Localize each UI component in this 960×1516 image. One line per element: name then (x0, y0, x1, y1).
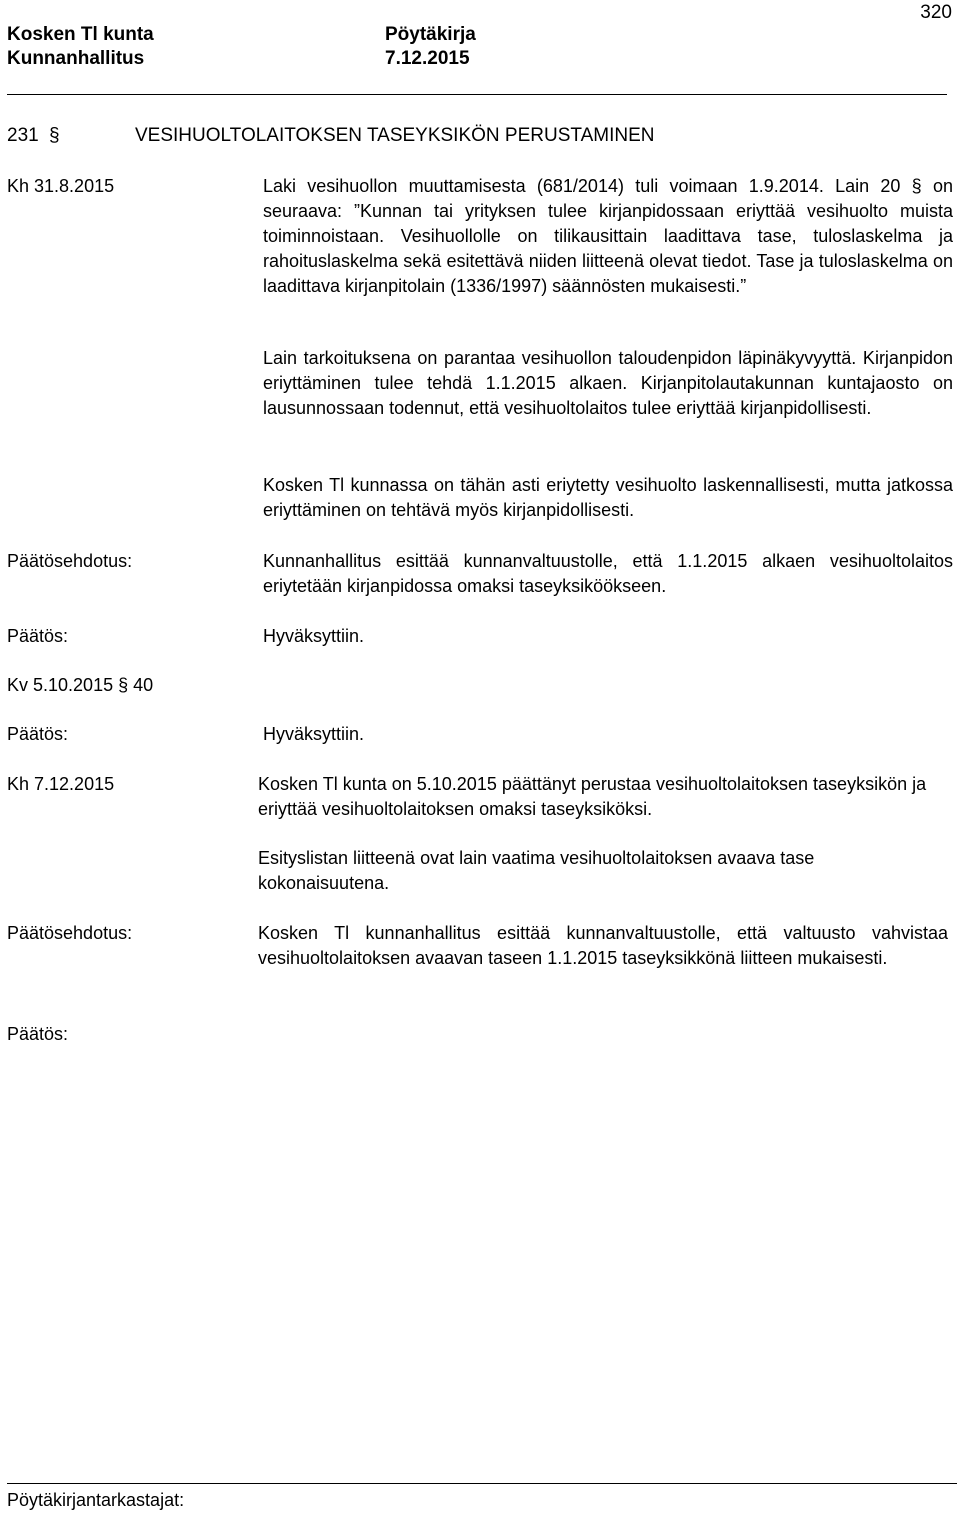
header-date: 7.12.2015 (385, 48, 470, 69)
section-symbol-inline: § (118, 675, 129, 695)
footer-rule (7, 1483, 957, 1484)
header-body: Kunnanhallitus (7, 48, 145, 69)
kh1-p1-part2: on seuraava: ”Kunnan tai yrityksen tulee kirjanpidossaan eriyttää vesihuolto muista toiminnoistaan. Vesihuollolle on tilikausittain laadittava tase, tuloslaskelma ja rahoituslaskelma sekä esitettävä niiden liitteenä olevat tiedot. Tase ja tuloslaskelma on laadittava kirjanpitolain (1336/1997) säännösten mukaisesti.” (263, 176, 953, 296)
header-doc-type: Pöytäkirja (385, 24, 476, 45)
kh2-label: Kh 7.12.2015 (7, 774, 115, 794)
kv-label (7, 673, 153, 698)
header-organization: Kosken Tl kunta (7, 24, 154, 45)
kh1-p1-part1: Laki vesihuollon muuttamisesta (681/2014) tuli voimaan 1.9.2014. Lain 20 (263, 176, 901, 196)
kh2-decision-label: Päätös: (7, 1024, 69, 1044)
kh1-proposal-text: Kunnanhallitus esittää kunnanvaltuustolle, että 1.1.2015 alkaen vesihuoltolaitos eriytetään kirjanpidossa omaksi taseyksiköökseen. (263, 551, 953, 596)
section-number: 231 (7, 125, 39, 146)
kh1-paragraph-1 (263, 174, 953, 299)
kh2-proposal-label: Päätösehdotus: (7, 923, 133, 943)
kh2-proposal-text: Kosken Tl kunnanhallitus esittää kunnanvaltuustolle, että valtuusto vahvistaa vesihuoltolaitoksen avaavan taseen 1.1.2015 taseyksikkönä liitteen mukaisesti. (258, 923, 948, 968)
kh1-paragraph-2: Lain tarkoituksena on parantaa vesihuollon taloudenpidon läpinäkyvyyttä. Kirjanpidon eriyttäminen tulee tehdä 1.1.2015 alkaen. Kirjanpitolautakunnan kuntajaosto on lausunnossaan todennut, että vesihuoltolaitos tulee eriyttää kirjanpidollisesti. (263, 348, 953, 418)
kv-decision-label: Päätös: (7, 724, 69, 744)
kh1-decision-text: Hyväksyttiin. (263, 626, 365, 646)
footer-label: Pöytäkirjantarkastajat: (7, 1490, 185, 1510)
kh1-decision-label: Päätös: (7, 626, 69, 646)
kv-label-date: Kv 5.10.2015 (7, 675, 114, 695)
section-symbol-inline: § (911, 176, 922, 196)
kh2-paragraph-2: Esityslistan liitteenä ovat lain vaatima vesihuoltolaitoksen avaava tase kokonaisuutena. (258, 848, 815, 893)
header-rule (7, 94, 947, 95)
kh1-label: Kh 31.8.2015 (7, 176, 115, 196)
kh1-proposal-label: Päätösehdotus: (7, 551, 133, 571)
section-title: VESIHUOLTOLAITOKSEN TASEYKSIKÖN PERUSTAMINEN (135, 125, 655, 146)
kh2-paragraph-1: Kosken Tl kunta on 5.10.2015 päättänyt perustaa vesihuoltolaitoksen taseyksikön ja eriyttää vesihuoltolaitoksen omaksi taseyksiköksi. (258, 774, 927, 819)
kv-label-number: 40 (133, 675, 154, 695)
kv-decision-text: Hyväksyttiin. (263, 724, 365, 744)
section-symbol: § (49, 125, 60, 146)
page-number: 320 (920, 2, 952, 23)
kh1-paragraph-3: Kosken Tl kunnassa on tähän asti eriytetty vesihuolto laskennallisesti, mutta jatkossa eriyttäminen on tehtävä myös kirjanpidollisesti. (263, 475, 953, 520)
